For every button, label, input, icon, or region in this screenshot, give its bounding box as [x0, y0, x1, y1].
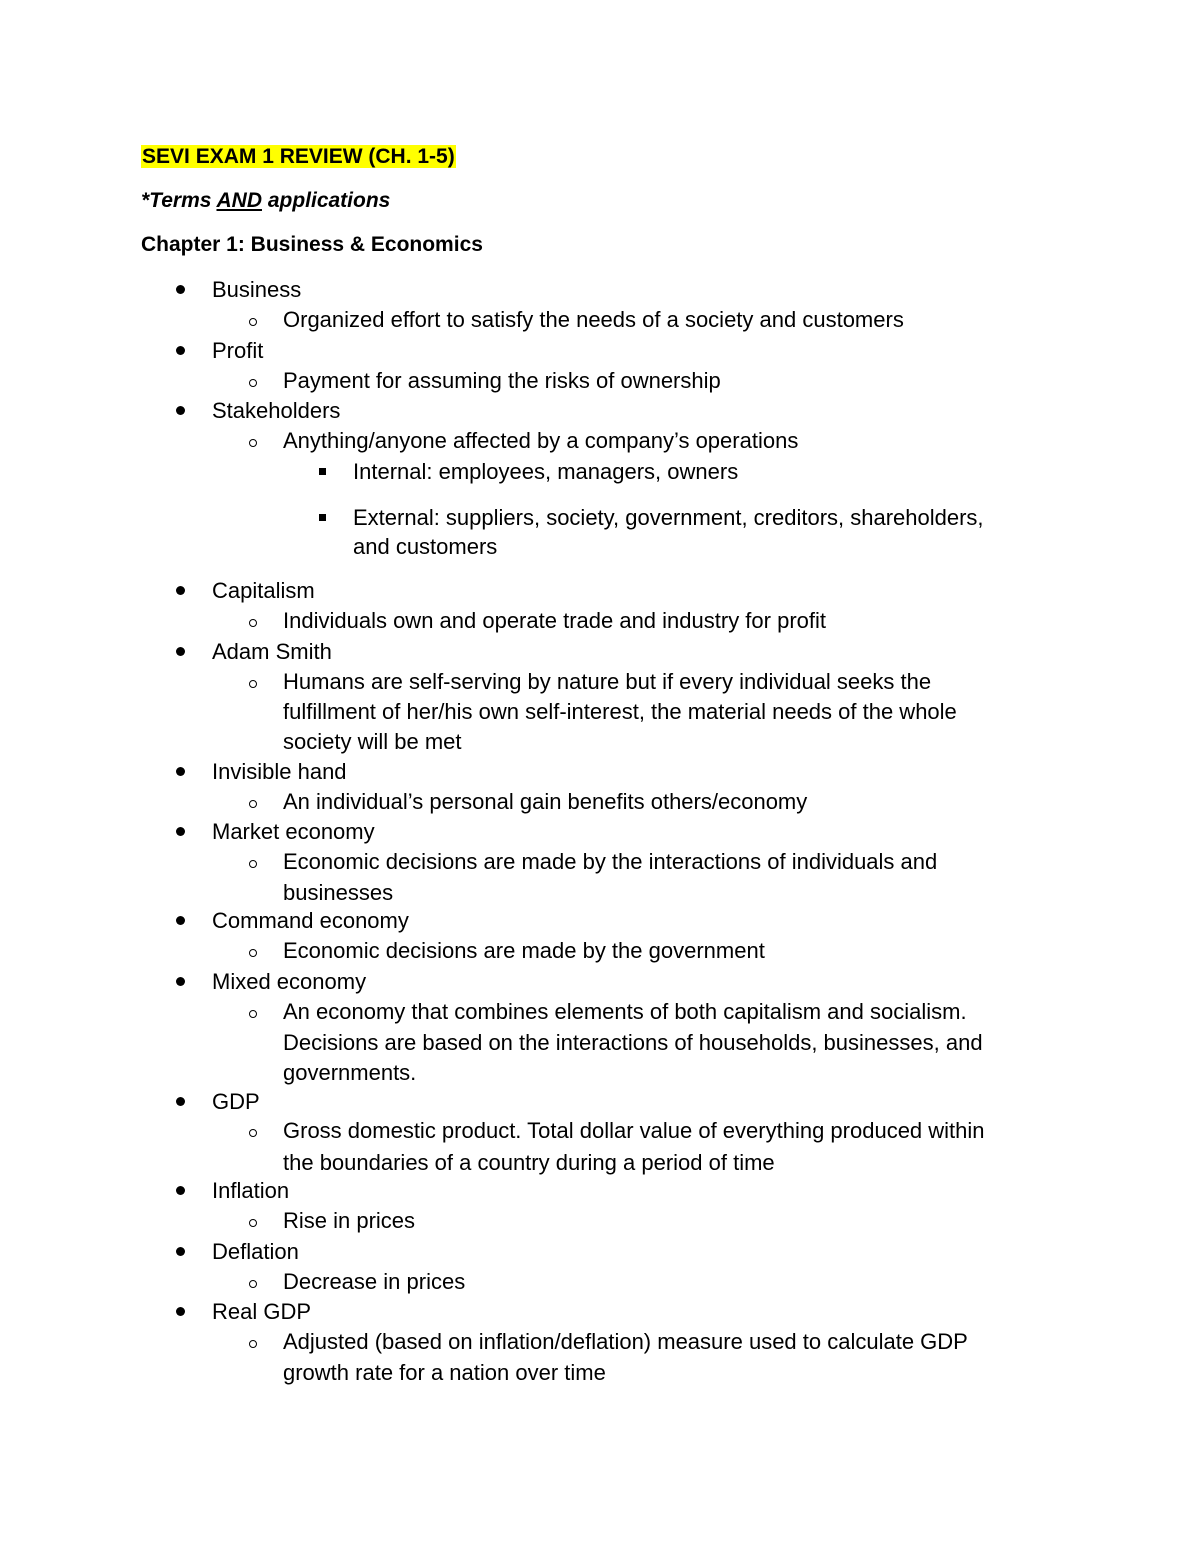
circle-bullet-icon: [249, 1129, 257, 1137]
list-subitem: [283, 1206, 415, 1236]
circle-bullet-icon: [249, 800, 257, 808]
list-item: [212, 336, 263, 366]
definition-continuation: [283, 727, 462, 757]
circle-bullet-icon: [249, 318, 257, 326]
bullet-icon: [176, 827, 185, 836]
term-label: Inflation: [212, 1178, 290, 1203]
bullet-icon: [176, 977, 185, 986]
list-subitem: [283, 606, 826, 636]
list-item: [212, 1176, 289, 1206]
term-label: Business: [212, 277, 302, 302]
definition-text: An individual’s personal gain benefits others/economy: [283, 789, 808, 814]
term-label: Capitalism: [212, 578, 315, 603]
list-subsubitem: [353, 457, 738, 487]
bullet-icon: [176, 1247, 185, 1256]
list-subsubitem: [353, 503, 984, 533]
definition-text: Economic decisions are made by the government: [283, 938, 765, 963]
list-item: [212, 1087, 260, 1117]
term-label: Real GDP: [212, 1299, 312, 1324]
subtitle-prefix: *Terms: [141, 189, 217, 212]
term-label: Mixed economy: [212, 969, 367, 994]
list-subitem: [283, 305, 904, 335]
definition-continuation: [283, 1028, 983, 1058]
definition-continuation: [283, 697, 957, 727]
definition-text: Economic decisions are made by the interactions of individuals and: [283, 849, 938, 874]
definition-text: Humans are self-serving by nature but if every individual seeks the: [283, 669, 932, 694]
circle-bullet-icon: [249, 1280, 257, 1288]
term-label: Stakeholders: [212, 398, 341, 423]
term-label: Deflation: [212, 1239, 299, 1264]
definition-text: Decrease in prices: [283, 1269, 466, 1294]
list-item: [212, 967, 366, 997]
term-label: Adam Smith: [212, 639, 332, 664]
definition-text: Individuals own and operate trade and industry for profit: [283, 608, 826, 633]
list-subitem: [283, 1267, 465, 1297]
definition-text: Payment for assuming the risks of ownership: [283, 368, 721, 393]
detail-text: and customers: [353, 534, 498, 559]
bullet-icon: [176, 1097, 185, 1106]
term-label: Command economy: [212, 908, 409, 933]
bullet-icon: [176, 1186, 185, 1195]
highlighted-title-text: SEVI EXAM 1 REVIEW (CH. 1-5): [142, 145, 455, 168]
list-subitem: [283, 667, 931, 697]
list-subitem: [283, 847, 937, 877]
list-subitem: [283, 787, 807, 817]
circle-bullet-icon: [249, 949, 257, 957]
list-subitem: [283, 997, 967, 1027]
list-subitem: [283, 426, 798, 456]
definition-text: Adjusted (based on inflation/deflation) measure used to calculate GDP: [283, 1329, 968, 1354]
definition-continuation: [283, 1358, 606, 1388]
definition-continuation: [283, 878, 393, 908]
definition-text: Decisions are based on the interactions of households, businesses, and: [283, 1030, 983, 1055]
term-label: Market economy: [212, 819, 375, 844]
circle-bullet-icon: [249, 860, 257, 868]
definition-continuation: [283, 1148, 775, 1178]
list-subsubitem-continuation: [353, 532, 497, 562]
list-subitem: [283, 366, 721, 396]
bullet-icon: [176, 1307, 185, 1316]
bullet-icon: [176, 767, 185, 776]
term-label: GDP: [212, 1089, 260, 1114]
list-item: [212, 757, 347, 787]
bullet-icon: [176, 647, 185, 656]
bullet-icon: [176, 586, 185, 595]
document-subtitle: [141, 187, 390, 215]
circle-bullet-icon: [249, 1219, 257, 1227]
list-subitem: [283, 1116, 985, 1146]
definition-text: Anything/anyone affected by a company’s operations: [283, 428, 799, 453]
term-label: Profit: [212, 338, 264, 363]
list-subitem: [283, 936, 765, 966]
definition-text: Organized effort to satisfy the needs of a society and customers: [283, 307, 904, 332]
definition-text: An economy that combines elements of both capitalism and socialism.: [283, 999, 967, 1024]
detail-text: External: suppliers, society, government, creditors, shareholders,: [353, 505, 984, 530]
definition-text: Rise in prices: [283, 1208, 416, 1233]
definition-text: governments.: [283, 1060, 417, 1085]
subtitle-suffix: applications: [261, 189, 391, 212]
list-item: [212, 1297, 311, 1327]
list-item: [212, 637, 332, 667]
circle-bullet-icon: [249, 680, 257, 688]
circle-bullet-icon: [249, 1340, 257, 1348]
definition-text: businesses: [283, 880, 394, 905]
list-item: [212, 817, 375, 847]
bullet-icon: [176, 285, 185, 294]
list-item: [212, 396, 340, 426]
definition-text: the boundaries of a country during a period of time: [283, 1150, 775, 1175]
term-label: Invisible hand: [212, 759, 347, 784]
list-subitem: [283, 1327, 968, 1357]
square-bullet-icon: [319, 514, 326, 521]
circle-bullet-icon: [249, 1010, 257, 1018]
detail-text: Internal: employees, managers, owners: [353, 459, 739, 484]
definition-text: growth rate for a nation over time: [283, 1360, 606, 1385]
circle-bullet-icon: [249, 379, 257, 387]
bullet-icon: [176, 406, 185, 415]
document-title: [141, 143, 456, 171]
circle-bullet-icon: [249, 439, 257, 447]
bullet-icon: [176, 346, 185, 355]
list-item: [212, 275, 301, 305]
list-item: [212, 906, 409, 936]
list-item: [212, 1237, 299, 1267]
circle-bullet-icon: [249, 619, 257, 627]
subtitle-underlined-word: AND: [216, 189, 262, 212]
definition-text: fulfillment of her/his own self-interest, the material needs of the whole: [283, 699, 957, 724]
definition-text: society will be met: [283, 729, 462, 754]
definition-continuation: [283, 1058, 416, 1088]
square-bullet-icon: [319, 468, 326, 475]
definition-text: Gross domestic product. Total dollar value of everything produced within: [283, 1118, 985, 1143]
chapter-heading: Chapter 1: Business & Economics: [141, 233, 483, 256]
list-item: [212, 576, 315, 606]
bullet-icon: [176, 916, 185, 925]
